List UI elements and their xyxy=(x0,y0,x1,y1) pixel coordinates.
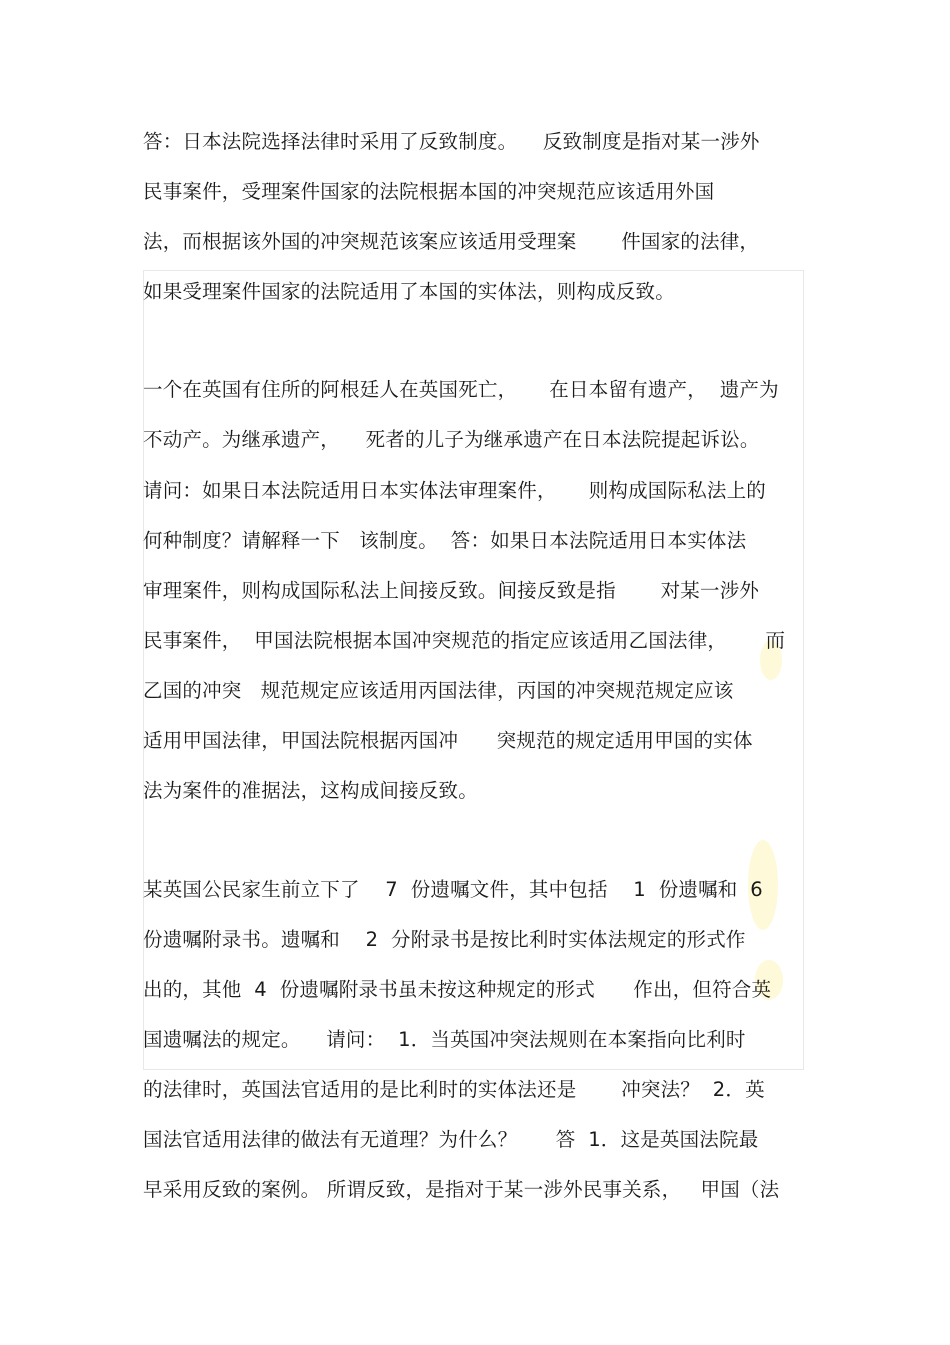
text-line-5: 一个在英国有住所的阿根廷人在英国死亡， 在日本留有遗产， 遗产为 xyxy=(143,378,779,401)
text-line-17: 国遗嘱法的规定。 请问： 1．当英国冲突法规则在本案指向比利时 xyxy=(143,1028,746,1051)
text-line-4: 如果受理案件国家的法院适用了本国的实体法，则构成反致。 xyxy=(143,280,675,303)
text-line-1: 答：日本法院选择法律时采用了反致制度。 反致制度是指对某一涉外 xyxy=(143,130,760,153)
text-line-14: 某英国公民家生前立下了 7 份遗嘱文件，其中包括 1 份遗嘱和 6 xyxy=(143,878,763,901)
text-line-18: 的法律时，英国法官适用的是比利时的实体法还是 冲突法？ 2．英 xyxy=(143,1078,765,1101)
text-line-9: 审理案件，则构成国际私法上间接反致。间接反致是指 对某一涉外 xyxy=(143,579,760,602)
text-line-19: 国法官适用法律的做法有无道理？为什么？ 答 1．这是英国法院最 xyxy=(143,1128,759,1151)
text-line-16: 出的，其他 4 份遗嘱附录书虽未按这种规定的形式 作出，但符合英 xyxy=(143,978,772,1001)
text-line-13: 法为案件的准据法，这构成间接反致。 xyxy=(143,779,478,802)
text-line-6: 不动产。为继承遗产， 死者的儿子为继承遗产在日本法院提起诉讼。 xyxy=(143,428,760,451)
text-line-10: 民事案件， 甲国法院根据本国冲突规范的指定应该适用乙国法律， 而 xyxy=(143,629,786,652)
text-line-12: 适用甲国法律，甲国法院根据丙国冲 突规范的规定适用甲国的实体 xyxy=(143,729,753,752)
text-line-7: 请问：如果日本法院适用日本实体法审理案件， 则构成国际私法上的 xyxy=(143,479,766,502)
text-line-3: 法，而根据该外国的冲突规范该案应该适用受理案 件国家的法律， xyxy=(143,230,760,253)
text-line-11: 乙国的冲突 规范规定应该适用丙国法律，丙国的冲突规范规定应该 xyxy=(143,679,734,702)
text-line-8: 何种制度？请解释一下 该制度。 答：如果日本法院适用日本实体法 xyxy=(143,529,747,552)
text-line-15: 份遗嘱附录书。遗嘱和 2 分附录书是按比利时实体法规定的形式作 xyxy=(143,928,746,951)
text-line-2: 民事案件，受理案件国家的法院根据本国的冲突规范应该适用外国 xyxy=(143,180,715,203)
text-line-20: 早采用反致的案例。 所谓反致，是指对于某一涉外民事关系， 甲国（法 xyxy=(143,1178,780,1201)
